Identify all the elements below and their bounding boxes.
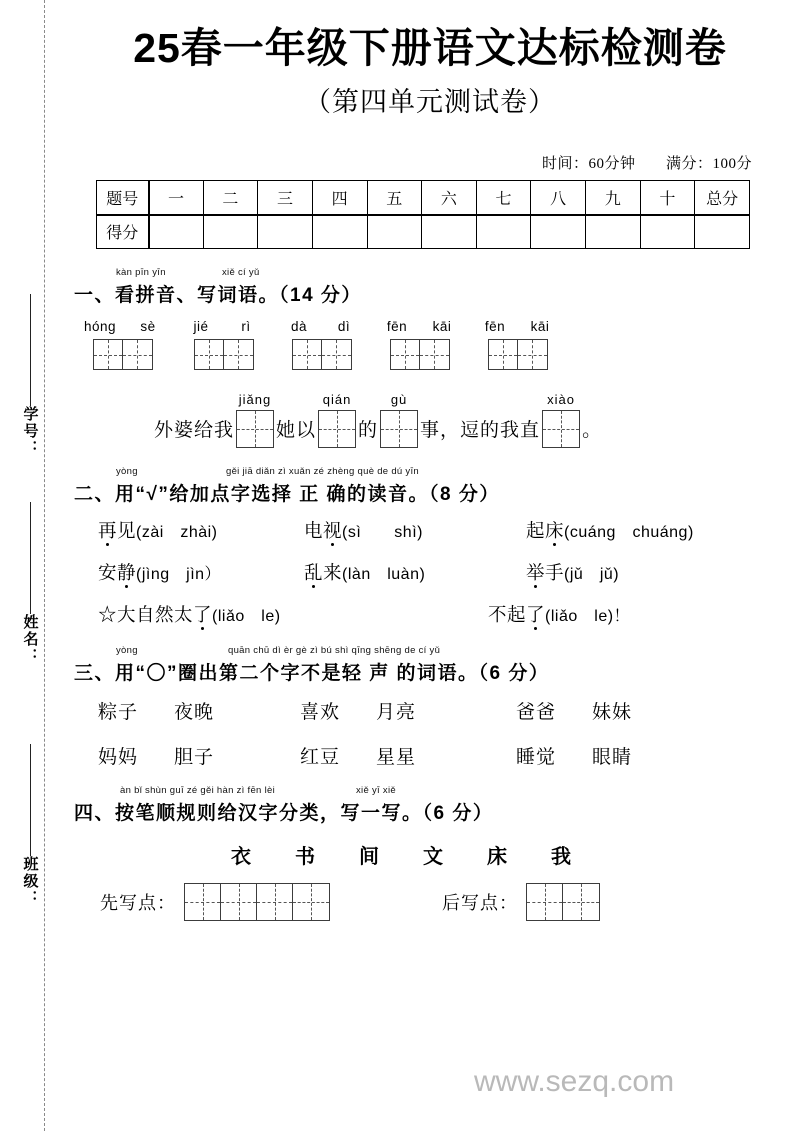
q3-row-2	[98, 742, 800, 769]
score-cell-9[interactable]	[586, 215, 641, 249]
section-3-pinyin-b: quān chū dì èr gè zì bú shì qīng shēng de cí yǔ	[228, 645, 441, 657]
row-header-score: 得分	[97, 215, 149, 249]
q2-options-4[interactable]: (jìng jìn）	[136, 566, 222, 584]
q1-sentence-part-1: 外婆给我	[154, 420, 235, 442]
q2-options-2[interactable]: (sì shì)	[342, 524, 423, 542]
q1-sentence-slot-1[interactable]	[236, 392, 274, 448]
q2-dotted-char-7: 了	[193, 601, 212, 627]
q3-word-1[interactable]: 粽子	[98, 702, 139, 724]
section-2	[60, 466, 800, 627]
q4-label-dot-last: 后写点：	[442, 893, 518, 914]
section-2-pinyin-a: yòng	[116, 466, 138, 478]
score-cell-7[interactable]	[476, 215, 531, 249]
grid-cell[interactable]	[293, 884, 329, 920]
page-subtitle: （第四单元测试卷）	[304, 87, 556, 118]
q2-word-pre-2: 电	[304, 522, 324, 543]
q2-dotted-char-6: 举	[526, 559, 545, 585]
q4-char-1: 衣	[231, 846, 253, 869]
q2-item-7[interactable]	[98, 601, 488, 627]
q1-slot-pinyin-1: jiǎng	[238, 392, 272, 408]
q1-syllable-3a: dà	[291, 319, 308, 335]
q4-grid-dot-last[interactable]	[526, 883, 600, 921]
class-write-line[interactable]	[30, 744, 31, 856]
q2-item-5[interactable]	[304, 559, 526, 585]
q2-word-pre-7: ☆大自然太	[98, 606, 194, 627]
q2-dotted-char-8: 了	[526, 601, 545, 627]
col-head-3: 三	[258, 181, 313, 215]
grid-cell[interactable]	[420, 340, 449, 369]
page-title: 25春一年级下册语文达标检测卷	[133, 25, 727, 71]
score-cell-total[interactable]	[695, 215, 750, 249]
q3-word-7[interactable]: 妈妈	[98, 747, 139, 769]
q1-writing-grid-2[interactable]	[194, 339, 254, 370]
grid-cell[interactable]	[518, 340, 547, 369]
time-limit-label: 时间：60分钟	[541, 156, 636, 173]
q1-syllable-5a: fēn	[484, 319, 506, 335]
score-cell-6[interactable]	[422, 215, 477, 249]
q4-grid-dot-first[interactable]	[184, 883, 330, 921]
section-1-title: 一、看拼音、写词语。（14 分）	[74, 285, 362, 307]
q1-slot-pinyin-4: xiào	[547, 392, 575, 408]
q4-character-bank	[74, 840, 800, 869]
exam-meta	[60, 152, 800, 173]
col-head-9: 九	[586, 181, 641, 215]
q1-writing-grid-4[interactable]	[390, 339, 450, 370]
q3-word-11[interactable]: 睡觉	[516, 747, 557, 769]
q3-word-6[interactable]: 妹妹	[592, 702, 633, 724]
q1-word-3	[286, 319, 357, 370]
grid-cell[interactable]	[185, 884, 221, 920]
grid-cell[interactable]	[563, 884, 599, 920]
col-head-8: 八	[531, 181, 586, 215]
q2-options-1[interactable]: (zài zhài)	[136, 524, 218, 542]
site-watermark: www.sezq.com	[474, 1065, 675, 1098]
q1-pinyin-2	[188, 319, 259, 334]
q1-word-4	[384, 319, 455, 370]
q1-pinyin-1	[84, 319, 161, 334]
row-header-question-no: 题号	[97, 181, 149, 215]
col-head-1: 一	[149, 181, 204, 215]
q1-sentence-part-4: 事，逗的我直	[420, 420, 541, 442]
q2-word-pre-4: 安	[98, 564, 118, 585]
margin-field-student-id	[8, 292, 52, 457]
q1-pinyin-4	[384, 319, 455, 334]
col-head-4: 四	[312, 181, 367, 215]
q1-sentence-slot-4[interactable]	[542, 392, 580, 448]
q4-answer-row	[74, 883, 800, 921]
q2-item-6[interactable]	[526, 559, 619, 585]
q2-item-3[interactable]	[526, 517, 694, 543]
score-table-wrap	[60, 180, 800, 249]
col-head-5: 五	[367, 181, 422, 215]
q2-items	[74, 517, 800, 627]
q2-dotted-char-4: 静	[117, 559, 136, 585]
q3-word-12[interactable]: 眼睛	[592, 747, 633, 769]
score-cell-1[interactable]	[149, 215, 204, 249]
q4-char-3: 间	[359, 846, 381, 869]
grid-cell[interactable]	[543, 411, 579, 447]
q3-word-9[interactable]: 红豆	[300, 747, 341, 769]
exam-sheet	[60, 0, 800, 1131]
q2-item-1[interactable]	[98, 517, 304, 543]
section-3-heading	[74, 645, 800, 685]
grid-cell[interactable]	[322, 340, 351, 369]
q2-item-2[interactable]	[304, 517, 526, 543]
q1-pinyin-3	[286, 319, 357, 334]
q1-slot-grid-4[interactable]	[542, 410, 580, 448]
q1-syllable-4b: kāi	[432, 319, 452, 335]
title-zone	[60, 0, 800, 119]
q3-word-4[interactable]: 月亮	[376, 702, 417, 724]
q1-word-5	[482, 319, 553, 370]
section-2-heading	[74, 466, 800, 506]
grid-cell[interactable]	[224, 340, 253, 369]
q1-syllable-5b: kāi	[530, 319, 550, 335]
section-1-pinyin-a: kàn pīn yīn	[116, 267, 166, 279]
q2-item-4[interactable]	[98, 559, 304, 585]
col-head-6: 六	[422, 181, 477, 215]
name-label: 姓名：	[21, 614, 38, 665]
q3-word-list	[74, 697, 800, 769]
section-1	[60, 267, 800, 448]
section-3	[60, 645, 800, 769]
q2-word-post-1: 见	[117, 522, 137, 543]
col-head-10: 十	[640, 181, 695, 215]
q4-char-4: 文	[423, 846, 445, 869]
q1-word-1	[84, 319, 161, 370]
q2-word-pre-8: 不起	[488, 606, 527, 627]
grid-cell[interactable]	[257, 884, 293, 920]
q1-sentence-slot-3[interactable]	[380, 392, 418, 448]
q2-options-5[interactable]: (làn luàn)	[342, 566, 426, 584]
q3-word-3[interactable]: 喜欢	[300, 702, 341, 724]
q1-slot-pinyin-2: qián	[322, 392, 352, 408]
q1-fill-sentence	[74, 392, 800, 448]
margin-field-class	[8, 742, 52, 907]
col-head-7: 七	[476, 181, 531, 215]
q1-writing-grid-5[interactable]	[488, 339, 548, 370]
score-cell-10[interactable]	[640, 215, 695, 249]
col-head-total: 总分	[695, 181, 750, 215]
class-label: 班级：	[21, 856, 38, 907]
student-id-write-line[interactable]	[30, 294, 31, 406]
q1-sentence-part-5: 。	[582, 420, 603, 442]
q2-options-7[interactable]: (liǎo le)	[212, 608, 281, 626]
q1-writing-grid-3[interactable]	[292, 339, 352, 370]
q1-writing-grid-1[interactable]	[93, 339, 153, 370]
score-cell-4[interactable]	[312, 215, 367, 249]
q2-word-post-6: 手	[545, 564, 565, 585]
q2-word-post-5: 来	[323, 564, 343, 585]
q1-slot-grid-3[interactable]	[380, 410, 418, 448]
score-cell-2[interactable]	[203, 215, 258, 249]
section-4-pinyin-a: àn bǐ shùn guī zé gěi hàn zì fēn lèi	[120, 785, 275, 797]
col-head-2: 二	[203, 181, 258, 215]
q1-slot-grid-2[interactable]	[318, 410, 356, 448]
q3-word-5[interactable]: 爸爸	[516, 702, 557, 724]
section-3-title: 三、用“〇”圈出第二个字不是轻 声 的词语。（6 分）	[74, 663, 550, 685]
score-cell-5[interactable]	[367, 215, 422, 249]
q3-word-2[interactable]: 夜晚	[174, 702, 215, 724]
q2-word-pre-3: 起	[526, 522, 546, 543]
table-row-question-numbers	[97, 181, 750, 215]
grid-cell[interactable]	[391, 340, 420, 369]
grid-cell[interactable]	[489, 340, 518, 369]
section-4	[60, 785, 800, 921]
q1-word-2	[188, 319, 259, 370]
q1-syllable-1a: hóng	[84, 319, 117, 335]
left-margin-strip	[0, 0, 60, 1131]
q2-dotted-char-3: 床	[545, 517, 564, 543]
q4-char-5: 床	[487, 846, 509, 869]
q1-sentence-part-3: 的	[358, 420, 379, 442]
grid-cell[interactable]	[123, 340, 152, 369]
full-score-label: 满分：100分	[665, 156, 752, 173]
section-2-title: 二、用“√”给加点字选择 正 确的读音。（8 分）	[74, 484, 500, 506]
q2-dotted-char-2: 视	[323, 517, 342, 543]
section-1-heading	[74, 267, 800, 307]
section-4-title: 四、按笔顺规则给汉字分类，写一写。（6 分）	[74, 803, 494, 825]
grid-cell[interactable]	[527, 884, 563, 920]
grid-cell[interactable]	[381, 411, 417, 447]
q2-options-8[interactable]: (liǎo le)！	[545, 608, 631, 626]
q2-options-3[interactable]: (cuáng chuáng)	[564, 524, 694, 542]
section-1-pinyin-b: xiě cí yǔ	[222, 267, 260, 279]
q1-word-grid-row	[74, 319, 800, 370]
margin-field-name	[8, 500, 52, 665]
table-row-scores	[97, 215, 750, 249]
section-2-pinyin-b: gěi jiā diǎn zì xuǎn zé zhèng què de dú yīn	[226, 466, 420, 478]
q1-syllable-1b: sè	[140, 319, 156, 335]
name-write-line[interactable]	[30, 502, 31, 614]
q1-slot-pinyin-3: gù	[390, 392, 408, 408]
q2-dotted-char-1: 再	[98, 517, 117, 543]
q1-syllable-3b: dì	[337, 319, 351, 335]
q2-line-1	[98, 517, 800, 543]
section-4-heading	[74, 785, 800, 825]
q2-item-8[interactable]	[488, 601, 630, 627]
grid-cell[interactable]	[293, 340, 322, 369]
q2-line-3	[98, 601, 800, 627]
q3-word-10[interactable]: 星星	[376, 747, 417, 769]
q1-sentence-slot-2[interactable]	[318, 392, 356, 448]
grid-cell[interactable]	[94, 340, 123, 369]
q2-line-2	[98, 559, 800, 585]
grid-cell[interactable]	[195, 340, 224, 369]
grid-cell[interactable]	[237, 411, 273, 447]
score-cell-8[interactable]	[531, 215, 586, 249]
student-id-label: 学号：	[21, 406, 38, 457]
score-cell-3[interactable]	[258, 215, 313, 249]
q1-slot-grid-1[interactable]	[236, 410, 274, 448]
q1-sentence-part-2: 她以	[276, 420, 317, 442]
q3-row-1	[98, 697, 800, 724]
q1-pinyin-5	[482, 319, 553, 334]
q4-label-dot-first: 先写点：	[100, 893, 176, 914]
q1-syllable-2a: jié	[193, 319, 209, 335]
q3-word-8[interactable]: 胆子	[174, 747, 215, 769]
q1-syllable-2b: rì	[241, 319, 251, 335]
q2-options-6[interactable]: (jǔ jǔ)	[564, 566, 620, 584]
section-4-pinyin-b: xiě yī xiě	[356, 785, 396, 797]
grid-cell[interactable]	[221, 884, 257, 920]
grid-cell[interactable]	[319, 411, 355, 447]
section-3-pinyin-a: yòng	[116, 645, 138, 657]
score-table	[96, 180, 750, 249]
q2-dotted-char-5: 乱	[304, 559, 323, 585]
q4-char-2: 书	[295, 846, 317, 869]
q1-syllable-4a: fēn	[386, 319, 408, 335]
q4-char-6: 我	[551, 846, 573, 869]
